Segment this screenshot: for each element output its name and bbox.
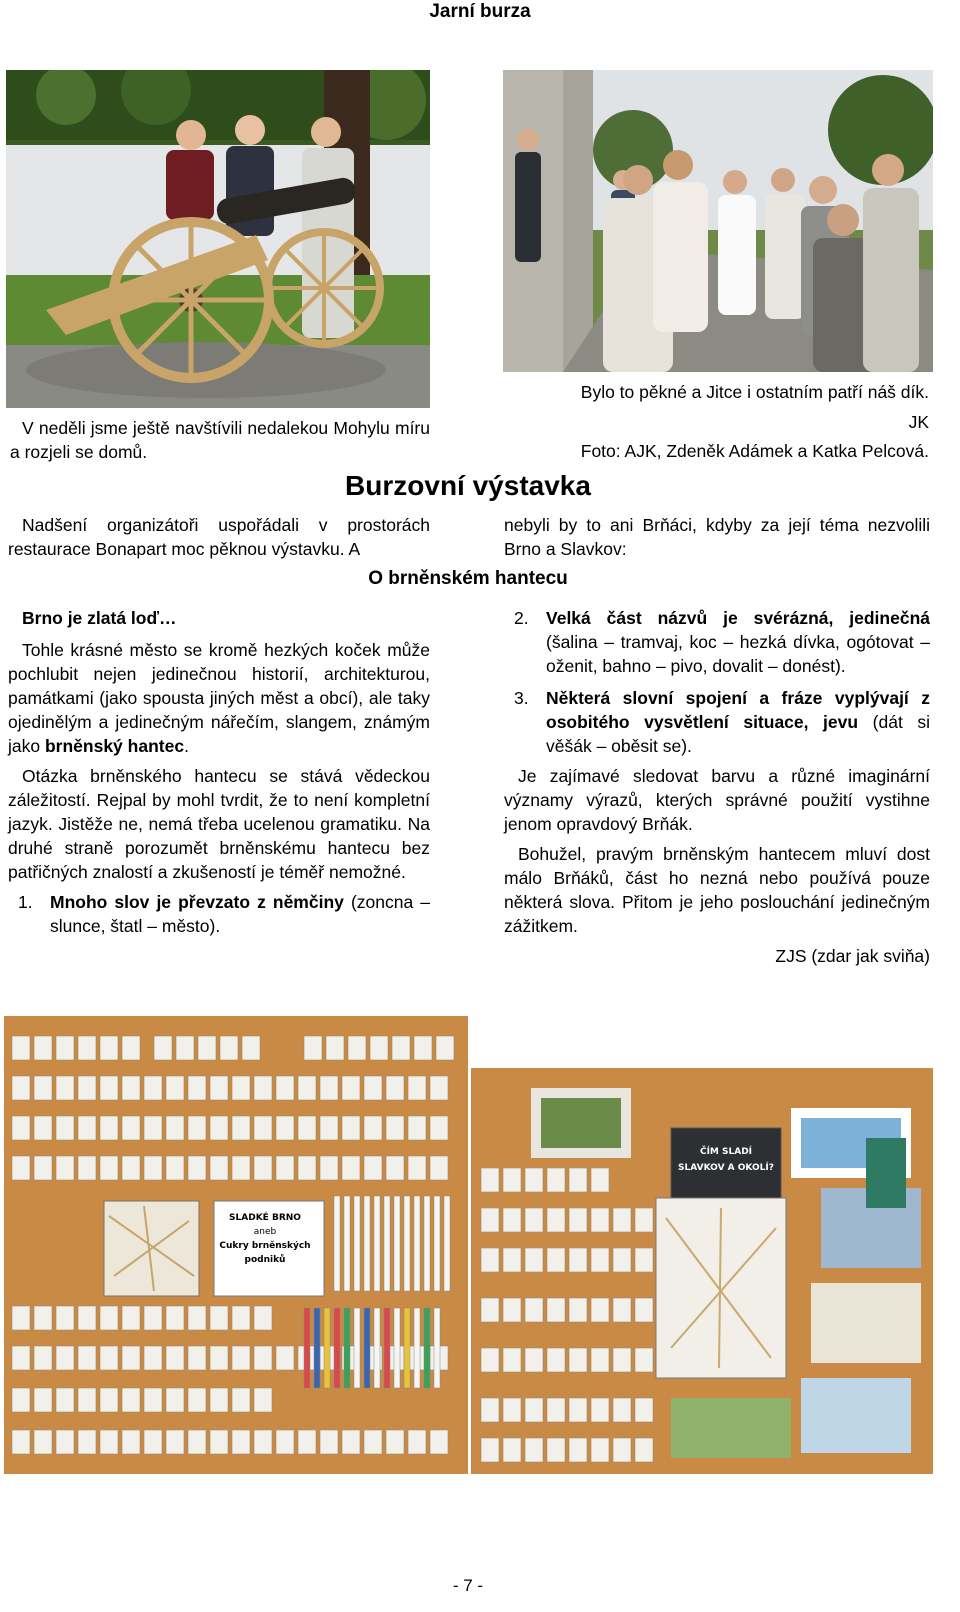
numbered-list xyxy=(504,606,930,758)
right-board-subtitle: SLAVKOV A OKOLÍ? xyxy=(678,1163,774,1173)
header-title: Jarní burza xyxy=(429,1,531,22)
paragraph-1-text: Tohle krásné město se kromě hezkých koček může pochlubit nejen jedinečnou historií, architekturou, památkami (jako spousta jiných měst a obcí), ale taky ojedinělým a jedinečným nářečím, slangem, známým jako xyxy=(8,640,430,756)
signature: ZJS (zdar jak sviňa) xyxy=(775,946,930,966)
article-subheading: O brněnském hantecu xyxy=(368,568,568,589)
left-column xyxy=(8,606,430,938)
cannon-photo xyxy=(6,70,430,408)
paragraph-2: Otázka brněnského hantecu se stává vědeckou záležitostí. Rejpal by mohl tvrdit, že to není kompletní jazyk. Jistěže ne, nemá třeba ucelenou gramatiku. Na druhé straně porozumět brněnskému hantecu bez patřičných znalostí a zkušeností je téměř nemožné. xyxy=(8,766,430,882)
sugar-packets-grid-right xyxy=(471,1068,933,1474)
left-board-sign xyxy=(210,1201,320,1296)
list-item xyxy=(504,686,930,758)
left-closing-text: V neděli jsme ještě navštívili nedalekou Mohylu míru a rozjeli se domů. xyxy=(10,418,430,462)
list-item-text: (šalina – tramvaj, koc – hezká dívka, ogótovat – oženit, bahno – pivo, dovalit – donést). xyxy=(546,632,930,676)
list-item-bold: Mnoho slov je převzato z němčiny xyxy=(50,892,344,912)
paragraph-1-bold: brněnský hantec xyxy=(44,736,185,756)
right-column xyxy=(504,606,930,968)
left-board-subtitle: aneb xyxy=(253,1227,277,1237)
list-item-1 xyxy=(8,890,430,938)
list-item xyxy=(504,606,930,678)
list-item-text: (dát si věšák – oběsit se). xyxy=(546,712,930,756)
left-board-title: SLADKÉ BRNO xyxy=(229,1213,301,1223)
lead-line: Brno je zlatá loď… xyxy=(22,608,177,628)
list-item-bold: Některá slovní spojení a fráze vyplývají z osobitého vysvětlení situace, jevu xyxy=(546,688,930,732)
list-number: 3. xyxy=(514,688,529,708)
photo-caption: Bylo to pěkné a Jitce i ostatním patří náš dík. xyxy=(580,382,929,402)
exhibit-board-right xyxy=(471,1068,933,1474)
intro-right: nebyli by to ani Brňáci, kdyby za její téma nezvolili Brno a Slavkov: xyxy=(504,515,930,559)
list-item xyxy=(8,890,430,938)
paragraph-1-end: . xyxy=(184,736,189,756)
right-board-title: ČÍM SLADÍ xyxy=(699,1147,753,1157)
group-photo-illustration xyxy=(503,70,933,372)
intro-left: Nadšení organizátoři uspořádali v prostorách restaurace Bonapart moc pěknou výstavku. A xyxy=(8,515,430,559)
paragraph-3: Je zajímavé sledovat barvu a různé imaginární významy výrazů, kterých správné použití vystihne jenom opravdový Brňák. xyxy=(504,766,930,834)
exhibit-board-left xyxy=(4,1016,468,1474)
group-photo xyxy=(503,70,933,372)
author-initials: JK xyxy=(908,412,929,432)
paragraph-1 xyxy=(8,638,430,758)
paragraph-4: Bohužel, pravým brněnským hantecem mluví dost málo Brňáků, část ho nezná nebo používá pouze některá slova. Přitom je jeho poslouchání jedinečným zážitkem. xyxy=(504,844,930,936)
list-item-text: (zoncna – slunce, štatl – město). xyxy=(50,892,430,936)
page-number: - 7 - xyxy=(452,1576,484,1595)
list-number: 2. xyxy=(514,608,529,628)
list-number: 1. xyxy=(18,892,33,912)
photo-credit: Foto: AJK, Zdeněk Adámek a Katka Pelcová. xyxy=(580,441,929,461)
article-heading: Burzovní výstavka xyxy=(345,470,591,501)
left-board-caption: Cukry brněnských podniků xyxy=(219,1241,311,1265)
list-item-bold: Velká část názvů je svérázná, jedinečná xyxy=(546,608,930,628)
cannon-photo-illustration xyxy=(6,70,430,408)
right-board-sign xyxy=(671,1130,781,1176)
page-header xyxy=(0,0,960,24)
